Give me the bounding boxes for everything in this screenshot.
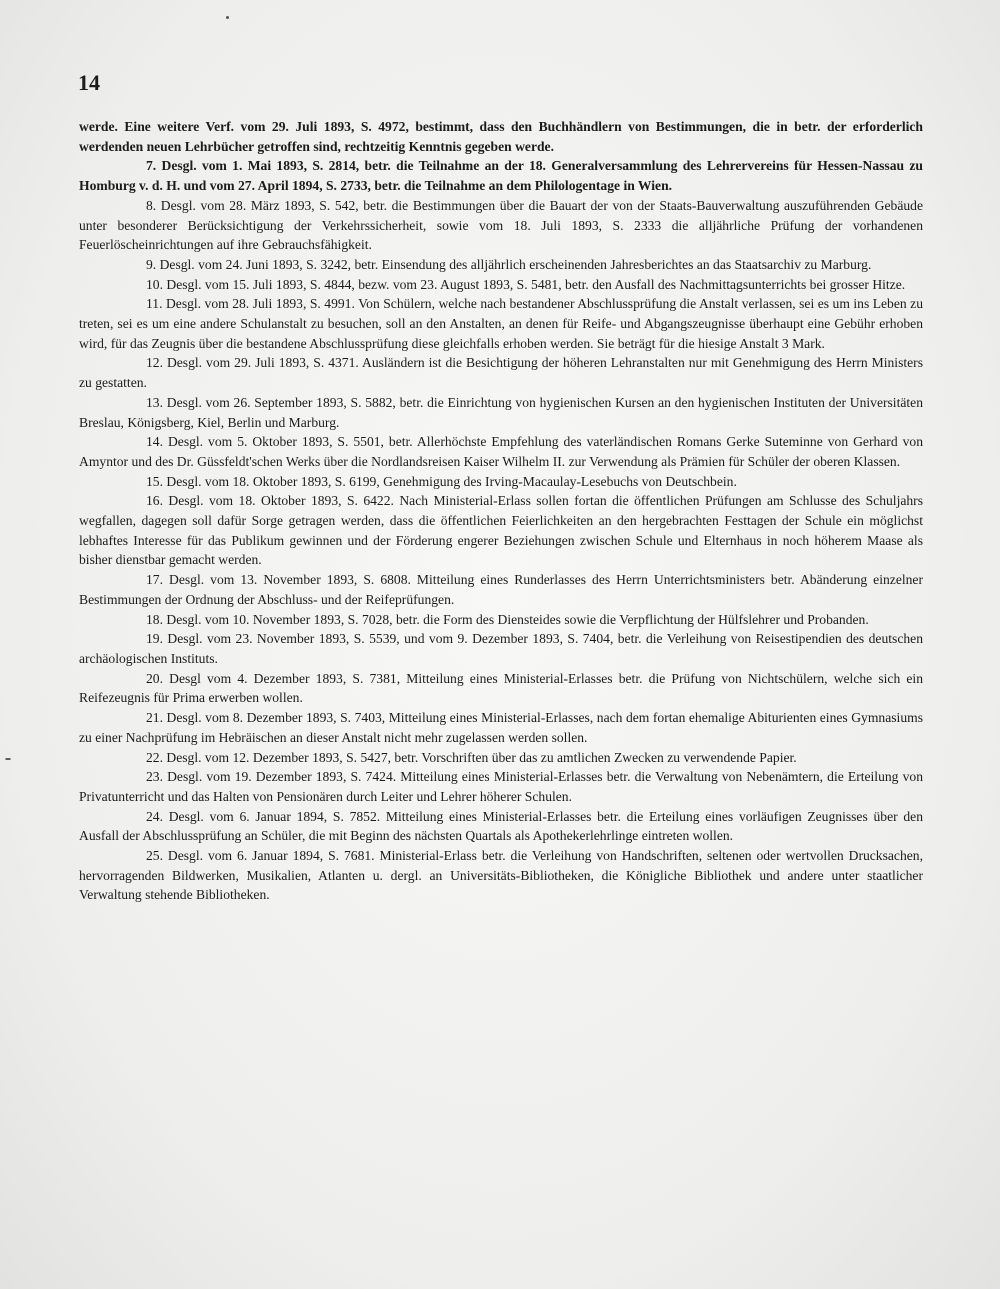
decree-entry-15: 15. Desgl. vom 18. Oktober 1893, S. 6199, Genehmigung des Irving-Macaulay-Lesebuchs von Deutschbein. (146, 473, 737, 489)
decree-entry-8: 8. Desgl. vom 28. März 1893, S. 542, betr. die Bestimmungen über die Bauart der von der Staats-Bauverwaltung auszuführenden Gebäude unter besonderer Berücksichtigung der Verkehrssicherheit, sowie vom 18. Juli 1893, S. 2333 die alljährliche Prüfung der vorhandenen Feuerlöscheinrichtungen auf ihre Gebrauchsfähigkeit. (79, 197, 923, 253)
page-number: 14 (78, 70, 100, 95)
decree-entry-13: 13. Desgl. vom 26. September 1893, S. 5882, betr. die Einrichtung von hygienischen Kursen an den hygienischen Instituten der Universitäten Breslau, Königsberg, Kiel, Berlin und Marburg. (79, 394, 923, 430)
scan-speck (5, 758, 11, 760)
decree-entry-24: 24. Desgl. vom 6. Januar 1894, S. 7852. Mitteilung eines Ministerial-Erlasses betr. die Erteilung eines vorläufigen Zeugnisses über den Ausfall der Abschlussprüfung an Schüler, die mit Beginn des nächsten Quartals als Apothekerlehrlinge eintreten wollen. (79, 808, 923, 844)
intro-paragraph: werde. Eine weitere Verf. vom 29. Juli 1893, S. 4972, bestimmt, dass den Buchhändlern von Bestimmungen, die in betr. der erforderlich werdenden neuen Lehrbücher getroffen sind, rechtzeitig Kenntnis gegeben werde. (79, 119, 923, 154)
decree-entry-11: 11. Desgl. vom 28. Juli 1893, S. 4991. Von Schülern, welche nach bestandener Abschlussprüfung die Anstalt verlassen, sei es um ins Leben zu treten, sei es um eine andere Schulanstalt zu besuchen, soll an den Anstalten, an denen für Reife- und Abgangszeugnisse überhaupt eine Gebühr erhoben wird, für das Zeugnis über die bestandene Abschlussprüfung diese gleichfalls erhoben werden. Sie beträgt für die hiesige Anstalt 3 Mark. (79, 296, 923, 351)
decree-entry-23: 23. Desgl. vom 19. Dezember 1893, S. 7424. Mitteilung eines Ministerial-Erlasses betr. die Verwaltung von Nebenämtern, die Erteilung von Privatunterricht und das Halten von Pensionären durch Leiter und Lehrer höherer Schulen. (79, 769, 923, 804)
document-body (79, 117, 923, 905)
decree-entry-10: 10. Desgl. vom 15. Juli 1893, S. 4844, bezw. vom 23. August 1893, S. 5481, betr. den Ausfall des Nachmittagsunterrichts bei grosser Hitze. (146, 276, 906, 292)
decree-entry-16: 16. Desgl. vom 18. Oktober 1893, S. 6422. Nach Ministerial-Erlass sollen fortan die öffentlichen Prüfungen am Schlusse des Schuljahrs wegfallen, dagegen soll dafür Sorge getragen werden, dass die öffentlichen Feierlichkeiten an den hergebrachten Festtagen der Schule ein möglichst lebhaftes Interesse für das Publikum gewinnen und der Förderung engerer Beziehungen zwischen Schule und Elternhaus in noch höherem Maase als bisher dienstbar gemacht werden. (79, 493, 923, 568)
decree-entry-19: 19. Desgl. vom 23. November 1893, S. 5539, und vom 9. Dezember 1893, S. 7404, betr. die Verleihung von Reisestipendien des deutschen archäologischen Instituts. (79, 631, 923, 666)
decree-entry-18: 18. Desgl. vom 10. November 1893, S. 7028, betr. die Form des Diensteides sowie die Verpflichtung der Hülfslehrer und Probanden. (146, 611, 869, 627)
decree-entry-7: 7. Desgl. vom 1. Mai 1893, S. 2814, betr. die Teilnahme an der 18. Generalversammlung des Lehrervereins für Hessen-Nassau zu Homburg v. d. H. und vom 27. April 1894, S. 2733, betr. die Teilnahme an dem Philologentage in Wien. (79, 158, 923, 194)
decree-entry-9: 9. Desgl. vom 24. Juni 1893, S. 3242, betr. Einsendung des alljährlich erscheinenden Jahresberichtes an das Staatsarchiv zu Marburg. (146, 256, 872, 272)
scan-speck (226, 16, 229, 19)
decree-entry-25: 25. Desgl. vom 6. Januar 1894, S. 7681. Ministerial-Erlass betr. die Verleihung von Handschriften, seltenen oder wertvollen Drucksachen, hervorragenden Bildwerken, Musikalien, Atlanten u. dergl. an Universitäts-Bibliotheken, die Königliche Bibliothek und andere unter staatlicher Verwaltung stehende Bibliotheken. (79, 848, 923, 903)
decree-entry-22: 22. Desgl. vom 12. Dezember 1893, S. 5427, betr. Vorschriften über das zu amtlichen Zwecken zu verwendende Papier. (146, 749, 797, 765)
decree-entry-17: 17. Desgl. vom 13. November 1893, S. 6808. Mitteilung eines Runderlasses des Herrn Unterrichtsministers betr. Abänderung einzelner Bestimmungen der Ordnung der Abschluss- und der Reifeprüfungen. (79, 572, 923, 607)
decree-entry-12: 12. Desgl. vom 29. Juli 1893, S. 4371. Ausländern ist die Besichtigung der höheren Lehranstalten nur mit Genehmigung des Herrn Ministers zu gestatten. (79, 355, 923, 391)
decree-entry-21: 21. Desgl. vom 8. Dezember 1893, S. 7403, Mitteilung eines Ministerial-Erlasses, nach dem fortan ehemalige Abiturienten eines Gymnasiums zu einer Nachprüfung im Hebräischen an dieser Anstalt nicht mehr zugelassen werden sollen. (79, 710, 923, 745)
decree-entry-20: 20. Desgl vom 4. Dezember 1893, S. 7381, Mitteilung eines Ministerial-Erlasses betr. die Prüfung von Nichtschülern, welche sich ein Reifezeugnis für Prima erwerben wollen. (79, 670, 923, 706)
decree-entry-14: 14. Desgl. vom 5. Oktober 1893, S. 5501, betr. Allerhöchste Empfehlung des vaterländischen Romans Gerke Suteminne von Gerhard von Amyntor und des Dr. Güssfeldt'schen Werks über die Nordlandsreisen Kaiser Wilhelm II. zur Verwendung als Prämien für Schüler der oberen Klassen. (79, 434, 923, 469)
